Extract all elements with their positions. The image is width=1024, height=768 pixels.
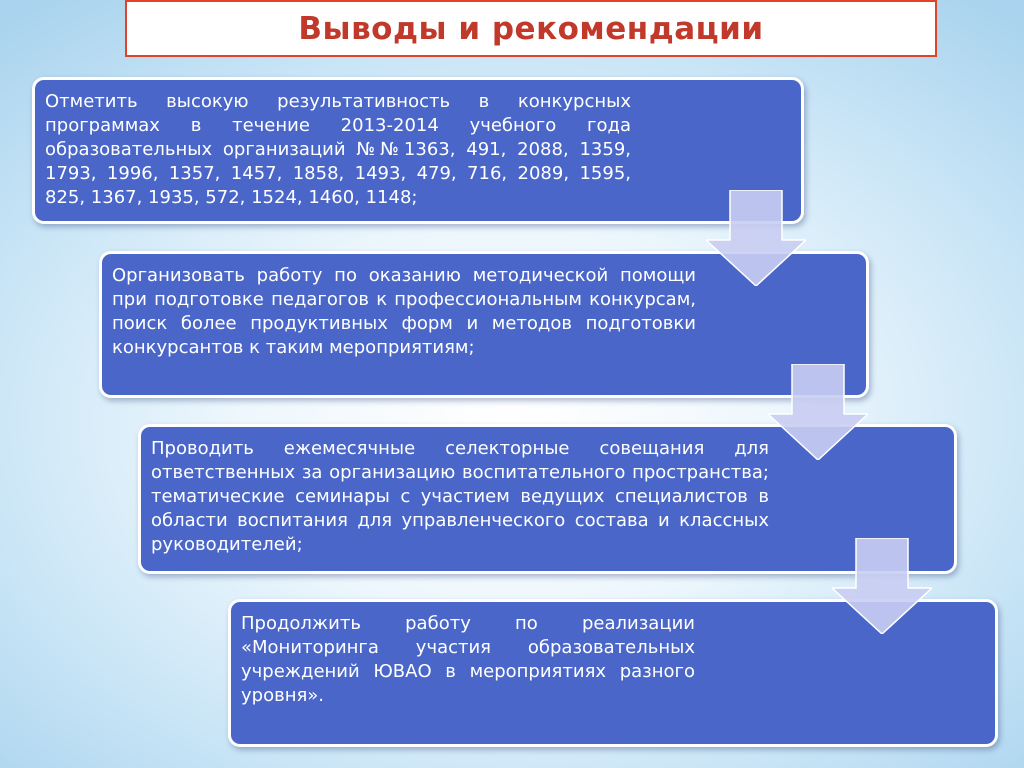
arrow-down-icon: [832, 538, 932, 634]
slide-title: Выводы и рекомендации: [298, 10, 764, 47]
step-text-3: Проводить ежемесячные селекторные совещания для ответственных за организацию воспитательного пространства; тематические семинары с участием ведущих специалистов в области воспитания для управленческого состава и классных руководителей;: [151, 438, 769, 555]
step-text-2: Организовать работу по оказанию методической помощи при подготовке педагогов к профессиональным конкурсам, поиск более продуктивных форм и методов подготовки конкурсантов к таким мероприятиям;: [112, 265, 696, 358]
step-box-1: [32, 77, 804, 224]
arrow-down-icon: [706, 190, 806, 286]
title-box: [125, 0, 937, 57]
step-text-1: Отметить высокую результативность в конкурсных программах в течение 2013-2014 учебного года образовательных организаций №№1363, 491, 2088, 1359, 1793, 1996, 1357, 1457, 1858, 1493, 479, 716, 2089, 1595, 825, 1367, 1935, 572, 1524, 1460, 1148;: [45, 91, 631, 208]
arrow-down-icon: [768, 364, 868, 460]
step-text-4: Продолжить работу по реализации «Мониторинга участия образовательных учреждений ЮВАО в мероприятиях разного уровня».: [241, 613, 695, 706]
